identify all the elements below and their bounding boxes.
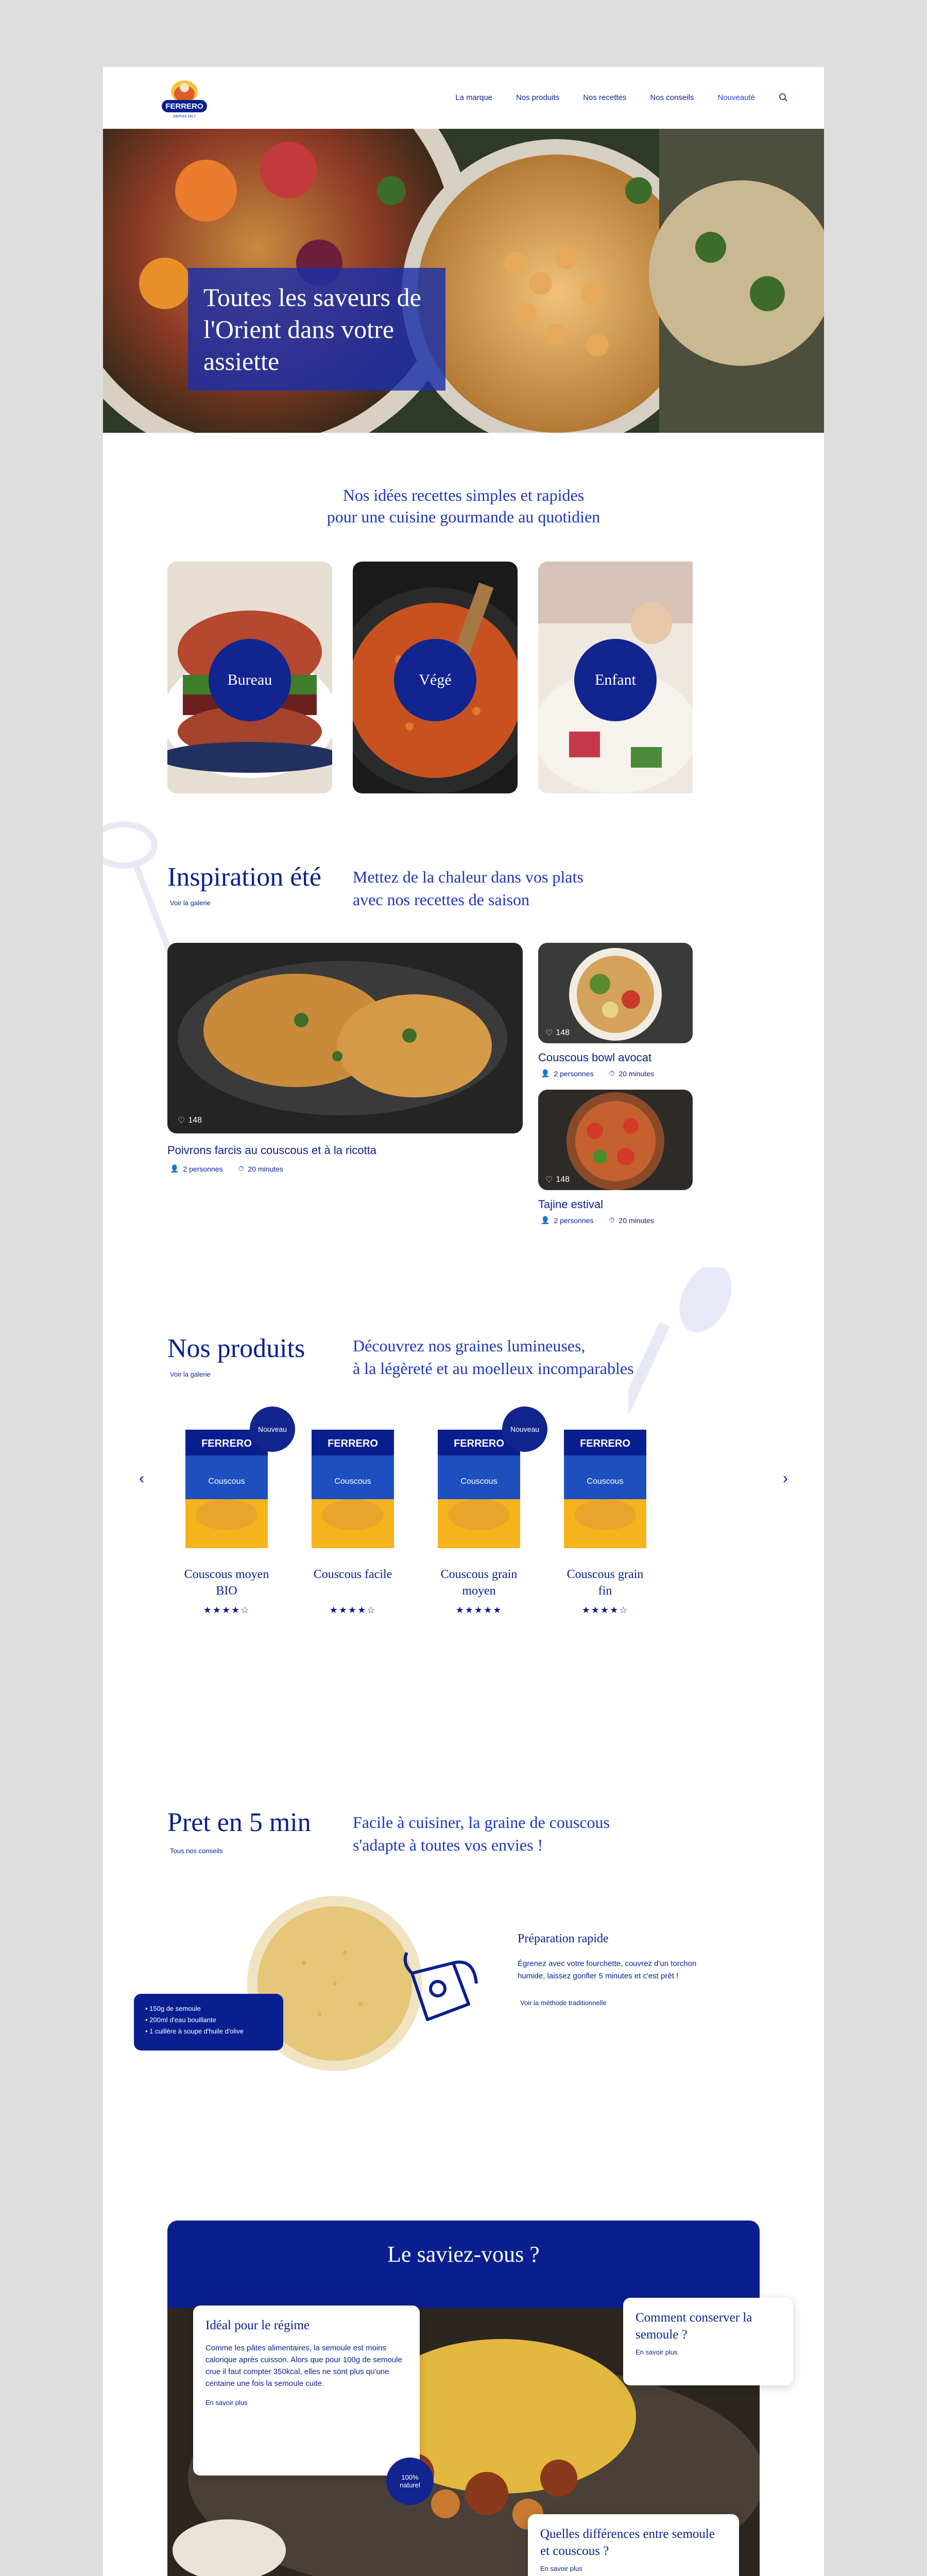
recipe-meta (541, 1069, 654, 1078)
hero-title: Toutes les saveurs de l'Orient dans votre assiette (188, 268, 445, 391)
people-meta (170, 1164, 223, 1173)
rating-stars: ★★★★★ (455, 1605, 503, 1615)
product-name-line-2: BIO (216, 1584, 237, 1598)
heart-icon: ♡ (545, 1029, 553, 1038)
svg-text:FERRERO: FERRERO (454, 1438, 504, 1449)
svg-text:DEPUIS 1917: DEPUIS 1917 (173, 115, 196, 118)
likes-counter[interactable] (545, 1175, 570, 1185)
products-desc (353, 1334, 713, 1380)
person-icon: 👤 (170, 1164, 179, 1173)
people-meta (541, 1069, 594, 1078)
category-label-bureau: Bureau (209, 639, 291, 721)
recipe-meta (170, 1164, 283, 1173)
info-box-regime (193, 2306, 420, 2476)
nav-item-marque[interactable]: La marque (455, 93, 492, 102)
product-name-line-2: moyen (462, 1584, 496, 1598)
product-name (296, 1566, 409, 1583)
product-name-line-1: Couscous grain (566, 1568, 644, 1581)
info-box-differences (528, 2514, 739, 2576)
svg-text:Couscous: Couscous (587, 1477, 624, 1486)
recipe-card-poivrons[interactable] (167, 943, 523, 1133)
products-desc-line-1: Découvrez nos graines lumineuses, (353, 1336, 586, 1355)
rating-stars: ★★★★☆ (329, 1605, 376, 1615)
info-box-conserver (623, 2298, 793, 2385)
pret-title: Pret en 5 min (167, 1808, 311, 1837)
product-name-line-1: Couscous grain (440, 1568, 518, 1581)
prep-title: Préparation rapide (518, 1932, 609, 1945)
people-count: 2 personnes (554, 1216, 594, 1225)
natural-badge (386, 2458, 434, 2505)
time-meta (238, 1164, 283, 1173)
product-name (170, 1566, 283, 1599)
intro-line-2: pour une cuisine gourmande au quotidien (327, 507, 600, 526)
timer-icon: ⏱ (609, 1069, 615, 1077)
product-name-line-2: fin (598, 1584, 612, 1598)
time-meta (609, 1216, 654, 1225)
prep-time: 20 minutes (248, 1164, 283, 1173)
prep-text-line-2: humide, laissez gonfler 5 minutes et c'est prêt ! (518, 1972, 679, 1980)
rating-stars: ★★★★☆ (581, 1605, 629, 1615)
ferrero-logo[interactable] (160, 76, 209, 120)
category-card-vege[interactable] (353, 562, 518, 793)
people-meta (541, 1216, 594, 1225)
svg-text:FERRERO: FERRERO (580, 1438, 630, 1449)
poivrons-image (167, 943, 523, 1133)
main-nav (455, 93, 788, 102)
product-package-image (561, 1427, 649, 1551)
svg-text:Couscous: Couscous (334, 1477, 371, 1486)
inspiration-gallery-link[interactable]: Voir la galerie (170, 899, 211, 907)
ingredient-item: • 150g de semoule (145, 2005, 201, 2012)
products-title: Nos produits (167, 1334, 305, 1363)
heart-icon: ♡ (545, 1176, 553, 1184)
timer-icon: ⏱ (609, 1216, 615, 1224)
recipe-title[interactable]: Couscous bowl avocat (538, 1051, 652, 1064)
category-label-vege: Végé (394, 639, 476, 721)
ingredient-item: • 200ml d'eau bouillante (145, 2016, 216, 2024)
people-count: 2 personnes (554, 1069, 594, 1078)
pret-desc-line-2: s'adapte à toutes vos envies ! (353, 1836, 543, 1854)
product-name-line-1: Couscous facile (313, 1568, 392, 1581)
inspiration-desc (353, 866, 713, 911)
timer-icon: ⏱ (238, 1164, 244, 1173)
pret-desc (353, 1811, 713, 1856)
person-icon: 👤 (541, 1216, 550, 1224)
intro-line-1: Nos idées recettes simples et rapides (342, 486, 585, 504)
category-label-enfant: Enfant (574, 639, 657, 721)
category-card-bureau[interactable] (167, 562, 332, 793)
likes-counter[interactable] (178, 1115, 202, 1126)
en-savoir-plus-link[interactable]: En savoir plus (205, 2399, 248, 2406)
info-box-text: Comme les pâtes alimentaires, la semoule est moins calorique après cuisson. Alors que pour 100g de semoule crue il faut compter 350kcal, elles ne sont plus qu'une centaine une fois la semoule cuite. (205, 2344, 402, 2388)
info-box-title: Comment conserver la semoule ? (636, 2311, 752, 2342)
pret-desc-line-1: Facile à cuisiner, la graine de couscous (353, 1813, 610, 1832)
inspiration-title: Inspiration été (167, 862, 321, 892)
ingredients-box (134, 1994, 283, 2050)
product-name (548, 1566, 662, 1599)
saviez-title: Le saviez-vous ? (387, 2242, 540, 2267)
site-header (103, 67, 824, 129)
pret-conseils-link[interactable]: Tous nos conseils (170, 1847, 223, 1855)
products-gallery-link[interactable]: Voir la galerie (170, 1370, 211, 1378)
nav-item-recettes[interactable]: Nos recettes (583, 93, 627, 102)
rating-stars: ★★★★☆ (203, 1605, 250, 1615)
new-badge: Nouveau (250, 1406, 295, 1452)
en-savoir-plus-link[interactable]: En savoir plus (636, 2348, 678, 2356)
inspiration-desc-line-2: avec nos recettes de saison (353, 890, 529, 909)
en-savoir-plus-link[interactable]: En savoir plus (540, 2565, 582, 2572)
likes-counter[interactable] (545, 1028, 570, 1038)
nav-item-produits[interactable]: Nos produits (516, 93, 560, 102)
svg-text:FERRERO: FERRERO (165, 102, 203, 111)
natural-badge-line-2: naturel (400, 2481, 420, 2489)
prep-text (518, 1958, 734, 1982)
inspiration-desc-line-1: Mettez de la chaleur dans vos plats (353, 868, 583, 886)
heart-icon: ♡ (178, 1116, 185, 1125)
recipe-meta (541, 1216, 654, 1225)
prep-text-line-1: Égrenez avec votre fourchette, couvrez d'un torchon (518, 1959, 697, 1968)
recipe-card-tajine[interactable] (538, 1090, 693, 1190)
nav-item-conseils[interactable]: Nos conseils (650, 93, 694, 102)
recipe-card-bowl[interactable] (538, 943, 693, 1043)
likes-count: 148 (556, 1028, 570, 1037)
recipe-title[interactable]: Tajine estival (538, 1198, 603, 1211)
person-icon: 👤 (541, 1069, 550, 1077)
svg-text:Couscous: Couscous (460, 1477, 497, 1486)
category-card-enfant[interactable] (538, 562, 693, 793)
product-name (422, 1566, 536, 1599)
people-count: 2 personnes (183, 1164, 223, 1173)
carousel-next-arrow-icon[interactable]: › (783, 1470, 788, 1487)
kettle-icon (391, 1942, 484, 2030)
info-box-title: Idéal pour le régime (205, 2318, 310, 2332)
products-desc-line-2: à la légèreté et au moelleux incomparables (353, 1359, 634, 1378)
svg-text:FERRERO: FERRERO (201, 1438, 252, 1449)
prep-time: 20 minutes (619, 1069, 654, 1078)
likes-count: 148 (556, 1175, 570, 1184)
time-meta (609, 1069, 654, 1078)
info-box-title: Quelles différences entre semoule et couscous ? (540, 2527, 715, 2558)
nav-item-nouveaute[interactable]: Nouveauté (717, 93, 755, 102)
product-package-image (309, 1427, 397, 1551)
carousel-prev-arrow-icon[interactable]: ‹ (139, 1470, 144, 1487)
page (103, 67, 824, 2576)
likes-count: 148 (188, 1116, 202, 1125)
traditional-method-link[interactable]: Voir la méthode traditionnelle (520, 1999, 607, 2007)
new-badge: Nouveau (502, 1406, 547, 1452)
intro-text (103, 484, 824, 528)
search-icon[interactable] (779, 93, 788, 102)
hero-banner (103, 129, 824, 433)
svg-text:FERRERO: FERRERO (328, 1438, 378, 1449)
recipe-title[interactable]: Poivrons farcis au couscous et à la ricotta (167, 1144, 376, 1157)
natural-badge-line-1: 100% (401, 2473, 419, 2481)
product-name-line-1: Couscous moyen (184, 1568, 269, 1581)
prep-time: 20 minutes (619, 1216, 654, 1225)
svg-text:Couscous: Couscous (208, 1477, 245, 1486)
ingredient-item: • 1 cuillère à soupe d'huile d'olive (145, 2027, 244, 2035)
